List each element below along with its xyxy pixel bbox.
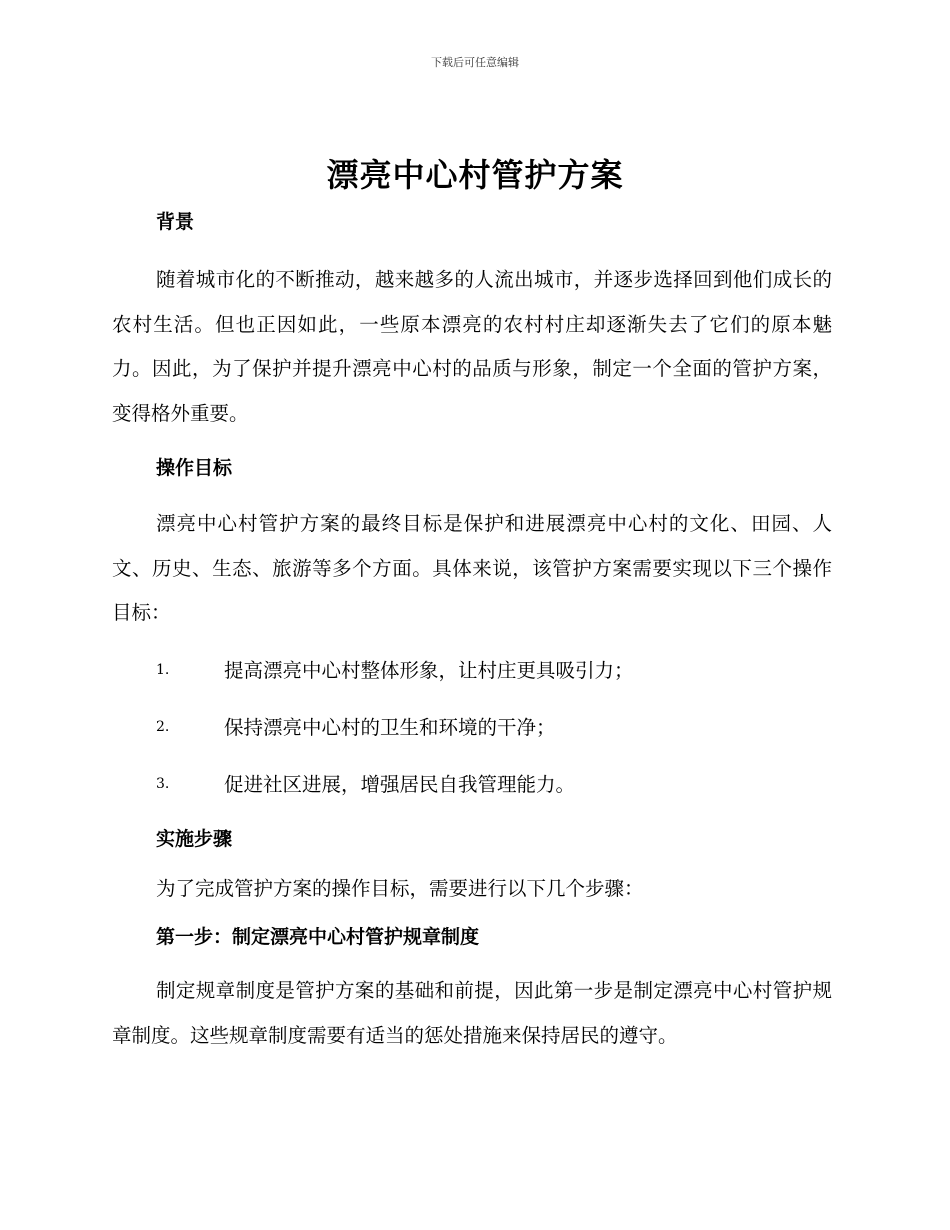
section-heading-goals: 操作目标 bbox=[156, 457, 233, 479]
section-goals bbox=[112, 452, 832, 813]
list-item-number: 3. bbox=[156, 775, 170, 792]
goals-paragraph: 漂亮中心村管护方案的最终目标是保护和进展漂亮中心村的文化、田园、人文、历史、生态、旅游等多个方面。具体来说，该管护方案需要实现以下三个操作目标： bbox=[112, 512, 832, 624]
section-steps bbox=[112, 823, 832, 1059]
goals-list bbox=[112, 642, 832, 813]
section-heading-steps: 实施步骤 bbox=[156, 827, 233, 850]
list-item-text: 促进社区进展，增强居民自我管理能力。 bbox=[224, 772, 576, 796]
list-item bbox=[112, 642, 832, 699]
list-item bbox=[112, 756, 832, 813]
step1-heading: 第一步：制定漂亮中心村管护规章制度 bbox=[156, 926, 480, 948]
section-heading-background: 背景 bbox=[156, 211, 195, 233]
header-note: 下载后可任意编辑 bbox=[431, 56, 519, 69]
document-body bbox=[112, 206, 832, 1058]
list-item-text: 提高漂亮中心村整体形象，让村庄更具吸引力； bbox=[224, 658, 634, 682]
section-background bbox=[112, 206, 832, 436]
list-item-number: 1. bbox=[156, 661, 170, 678]
list-item bbox=[112, 699, 832, 756]
document-title: 漂亮中心村管护方案 bbox=[326, 156, 624, 194]
list-item-text: 保持漂亮中心村的卫生和环境的干净； bbox=[224, 715, 556, 739]
step1-paragraph: 制定规章制度是管护方案的基础和前提，因此第一步是制定漂亮中心村管护规章制度。这些规章制度需要有适当的惩处措施来保持居民的遵守。 bbox=[112, 979, 832, 1047]
background-paragraph: 随着城市化的不断推动，越来越多的人流出城市，并逐步选择回到他们成长的农村生活。但也正因如此，一些原本漂亮的农村村庄却逐渐失去了它们的原本魅力。因此，为了保护并提升漂亮中心村的品质与形象，制定一个全面的管护方案，变得格外重要。 bbox=[112, 268, 832, 425]
list-item-number: 2. bbox=[156, 718, 170, 735]
steps-intro: 为了完成管护方案的操作目标，需要进行以下几个步骤： bbox=[156, 876, 644, 900]
